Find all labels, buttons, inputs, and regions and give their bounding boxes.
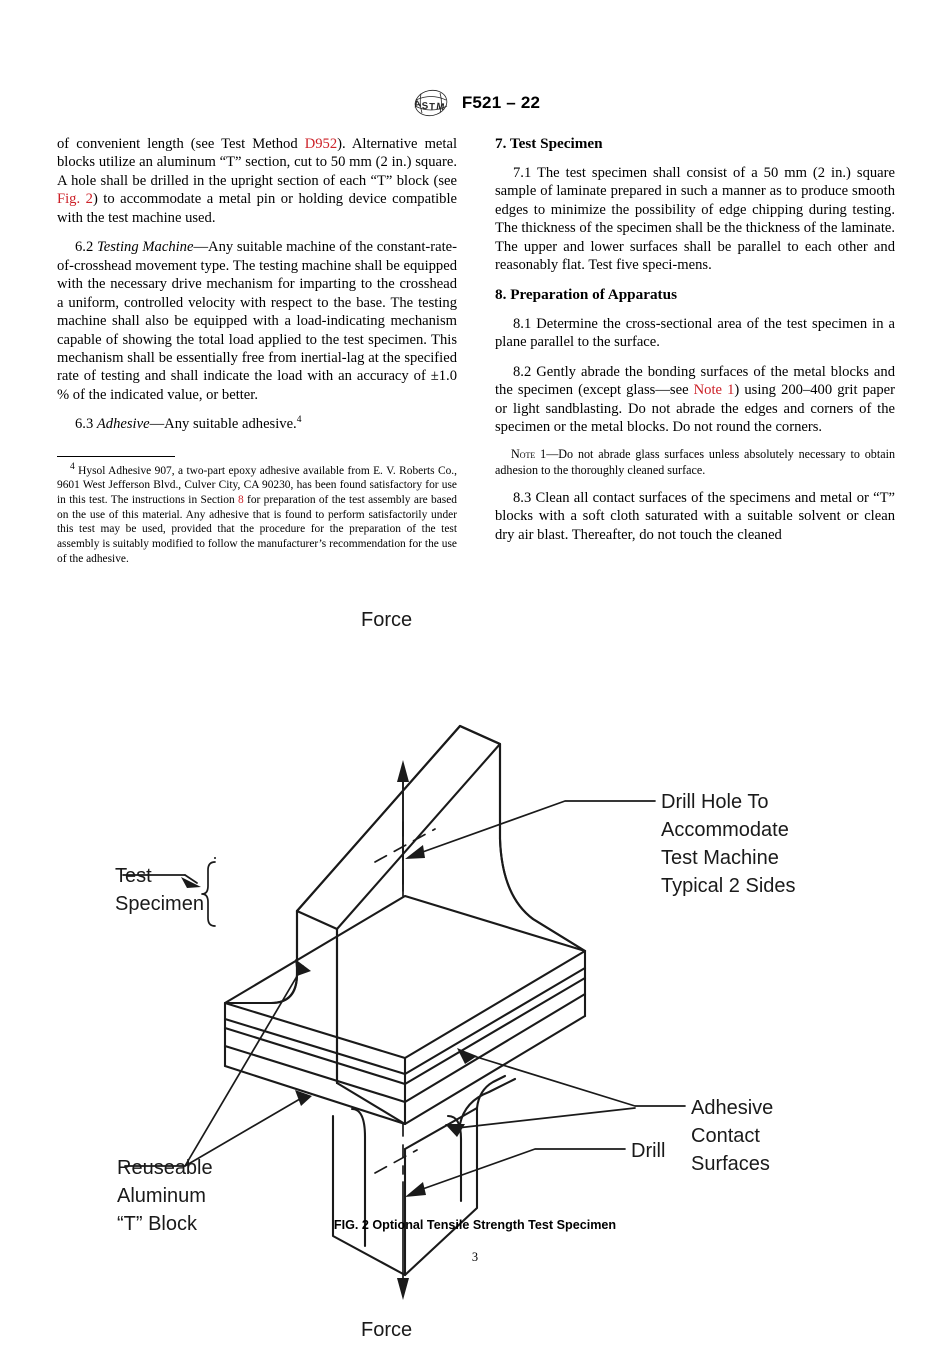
label-force-bottom: Force (361, 1319, 413, 1341)
flange-top-face (225, 896, 585, 1058)
leader-reuseable-upper (125, 966, 303, 1166)
link-section-8[interactable]: 8 (238, 494, 244, 507)
text-run: of convenient length (see Test Method (57, 136, 305, 152)
label-drill-hole-line-3: Test Machine (661, 847, 779, 869)
clause-number: 6.2 (75, 239, 97, 256)
footnote-reference[interactable]: 4 (296, 415, 302, 426)
paragraph-7-1: 7.1 The test specimen shall consist of a 50 mm (2 in.) square sample of laminate prepared in such a manner as to produce smooth edges to minimize the possibility of edge chipping during testing. The thickness of the specimen shall be the thickness of the laminate. The upper and lower surfaces shall be parallel to each other and reasonably flat. Test five speci-mens. (495, 165, 895, 274)
clause-title: Testing Machine (97, 239, 194, 256)
svg-text:T: T (428, 101, 435, 113)
text-run: —Any suitable adhesive. (149, 416, 297, 433)
body-columns (57, 135, 895, 566)
text-run: for preparation of the test assembly are based on the use of this material. Any adhesive that is found to perform satisfactorily under this test may be used, provided that the procedure for the preparation of the test assembly is suitably modified to follow the manufacturer’s recommendation for the use of the adhesive. (57, 494, 457, 565)
leader-drill-hole (417, 801, 655, 854)
label-drill-hole-line-2: Accommodate (661, 819, 789, 841)
label-reuseable-line-3: “T” Block (117, 1213, 197, 1235)
text-run: 1—Do not abrade glass surfaces unless absolutely necessary to obtain adhesion to the thoroughly cleaned surface. (495, 447, 895, 477)
label-drill-hole-line-4: Typical 2 Sides (661, 875, 796, 897)
heading-section-7: 7. Test Specimen (495, 135, 603, 152)
figure-2 (0, 596, 950, 1341)
text-run: ) using 200–400 grit paper or light sandblasting. Do not abrade the edges and corners of the specimen or the metal blocks. Do not round the corners. (495, 382, 895, 435)
label-adhesive-line-1: Adhesive (691, 1097, 774, 1119)
text-run: 8.2 Gently abrade the bonding surfaces of the metal blocks and the specimen (except glass—see (495, 363, 895, 399)
paragraph-8-1: 8.1 Determine the cross-sectional area of the test specimen in a plane parallel to the surface. (495, 315, 895, 351)
standard-designation: F521 – 22 (461, 93, 541, 112)
tblock-top-edge (297, 726, 500, 929)
text-run: Hysol Adhesive 907, a two-part epoxy adhesive available from E. V. Roberts Co., 9601 West Jefferson Blvd., Culver City, CA 90230, has been found satisfactory for use in this test. The instructions in Section (57, 464, 457, 507)
label-force-top: Force (361, 609, 413, 631)
page-number: 3 (471, 1250, 479, 1264)
paragraph-8-3: 8.3 Clean all contact surfaces of the specimens and metal or “T” blocks with a soft cloth saturated with a suitable solvent or clean dry air blast. Thereafter, do not touch the cleaned (495, 489, 895, 543)
svg-text:M: M (435, 101, 445, 114)
test-specimen-brace (202, 862, 215, 926)
note-1 (495, 447, 895, 477)
drill-axis-upper (375, 829, 435, 862)
label-adhesive-line-3: Surfaces (691, 1153, 770, 1175)
label-adhesive-line-2: Contact (691, 1125, 760, 1147)
force-arrow-down-head (397, 1278, 409, 1300)
leader-drill-arrowhead (405, 1182, 426, 1197)
link-d952[interactable]: D952 (304, 136, 338, 152)
link-note-1[interactable]: Note 1 (693, 382, 735, 399)
label-test-specimen-line-2: Specimen (115, 893, 204, 915)
left-column (57, 135, 457, 566)
paragraph-8-2 (495, 363, 895, 437)
leader-reuseable-lower (185, 1096, 305, 1166)
leader-reuseable-upper-arrowhead (295, 959, 311, 976)
label-drill-hole-line-1: Drill Hole To (661, 791, 769, 813)
leader-adhesive-lower (457, 1108, 635, 1128)
text-run: ). Alternative metal blocks utilize an aluminum “T” section, cut to 50 mm (2 in.) square. A hole shall be drilled in the upright section of each “T” block (see (57, 136, 457, 189)
leader-drill (417, 1149, 625, 1191)
footnote-block (57, 456, 457, 567)
page-header (0, 88, 950, 118)
label-drill: Drill (631, 1140, 666, 1162)
heading-section-8: 8. Preparation of Apparatus (495, 285, 677, 303)
footnote-marker: 4 (70, 462, 75, 472)
paragraph-6-3 (57, 415, 457, 433)
label-test-specimen-line-1: Test (115, 865, 152, 887)
paragraph-6-2 (57, 238, 457, 404)
footnote-4 (57, 464, 457, 567)
footnote-divider (57, 456, 175, 457)
text-run: ) to accommodate a metal pin or holding device compatible with the test machine used. (57, 191, 458, 226)
svg-text:S: S (421, 100, 429, 112)
paragraph-6-1-continued (57, 135, 457, 227)
text-run: —Any suitable machine of the constant-rate-of-crosshead movement type. The testing machine shall be equipped with the necessary drive mechanism for imparting to the crosshead a uniform, controlled velocity with respect to the base. The testing machine shall also be equipped with a load-indicating mechanism capable of showing the total load applied to the test specimen. This mechanism shall be essentially free from inertial-lag at the specified rate of testing and shall indicate the load with an accuracy of ±1.0 % of the indicated value, or better. (57, 239, 457, 403)
astm-logo-icon (410, 88, 452, 118)
clause-title: Adhesive (96, 416, 150, 433)
clause-number: 6.3 (75, 416, 97, 433)
leader-adhesive-lower-arrowhead (445, 1124, 465, 1137)
figure-2-caption: FIG. 2 Optional Tensile Strength Test Specimen (333, 1218, 617, 1232)
right-column (495, 135, 895, 566)
drill-axis-lower (375, 1150, 417, 1173)
label-reuseable-line-1: Reuseable (117, 1157, 213, 1179)
svg-text:A: A (413, 98, 422, 111)
note-label: Note (511, 447, 536, 462)
link-fig-2[interactable]: Fig. 2 (57, 191, 93, 208)
label-reuseable-line-2: Aluminum (117, 1185, 206, 1207)
leader-adhesive-upper (467, 1054, 685, 1106)
